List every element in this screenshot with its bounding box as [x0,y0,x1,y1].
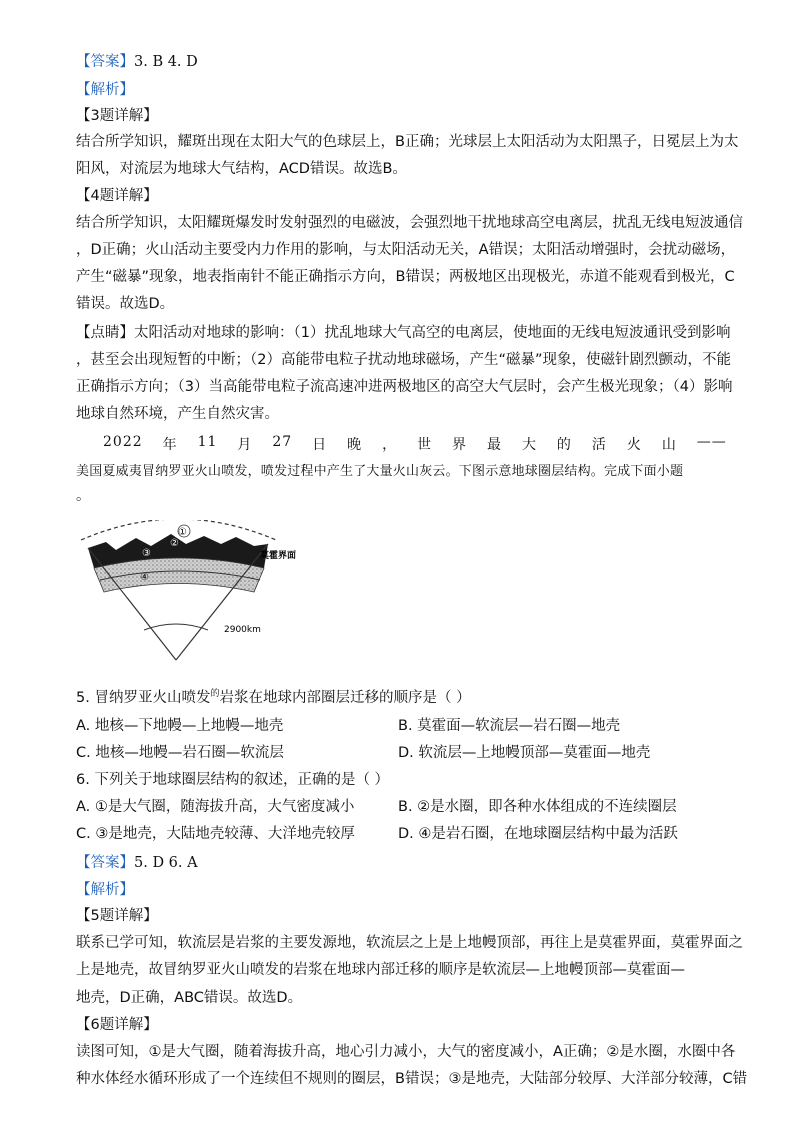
answer-tag-2: 【答案】 [76,855,134,871]
q5-option-b: B. 莫霍面—软流层—岩石圈—地壳 [398,718,621,734]
core-arc [144,624,208,630]
intro-word: 火 [626,437,642,453]
q6-option-c: C. ③是地壳，大陆地壳较薄、大洋地壳较厚 [76,826,355,842]
intro-word: 27 [272,434,293,450]
q5-line: 联系已学可知，软流层是岩浆的主要发源地，软流层之上是上地幔顶部，再往上是莫霍界面，莫霍界面之 [76,935,743,951]
answer-line-1 [76,52,198,72]
intro-line-2: 美国夏威夷冒纳罗亚火山喷发，喷发过程中产生了大量火山灰云。下图示意地球圈层结构。完成下面小题 [76,464,684,479]
intro-word: 山 [661,437,677,453]
label-1: ① [178,527,187,538]
tip-tag: 【点睛】 [76,325,134,341]
intro-line-1 [103,434,727,454]
intro-line-3: 。 [76,488,91,504]
depth-label: 2900km [224,625,261,635]
intro-word: 年 [162,437,178,453]
q5-line: 地壳，D正确，ABC错误。故选D。 [76,990,303,1006]
q6-line: 种水体经水循环形成了一个连续但不规则的圈层，B错误；③是地壳，大陆部分较厚、大洋部分较薄，C错 [76,1071,748,1087]
q6-option-b: B. ②是水圈，即各种水体组成的不连续圈层 [398,799,677,815]
tip-line: ，甚至会出现短暂的中断；（2）高能带电粒子扰动地球磁场，产生“磁暴”现象，使磁针剧烈颤动，不能 [76,352,731,368]
q3-line: 结合所学知识，耀斑出现在太阳大气的色球层上，B正确；光球层上太阳活动为太阳黑子，日冕层上为太 [76,134,739,150]
q5-stem-sup: 的 [210,689,220,699]
q6-line: 读图可知，①是大气圈，随着海拔升高，地心引力减小，大气的密度减小，A正确；②是水圈，水圈中各 [76,1044,736,1060]
intro-word: 的 [556,437,572,453]
q6-option-d: D. ④是岩石圈，在地球圈层结构中最为活跃 [398,826,678,842]
tip-line: 地球自然环境，产生自然灾害。 [76,406,279,422]
q6-tag: 【6题详解】 [76,1017,158,1033]
intro-word: 大 [521,437,537,453]
analysis-tag: 【解析】 [76,82,134,98]
q4-line: 错误。故选D。 [76,296,175,312]
answer-tag: 【答案】 [76,54,134,70]
intro-word: 活 [591,437,607,453]
label-4: ④ [140,572,149,583]
mantle-band [94,558,264,592]
q4-line: 产生“磁暴”现象，地表指南针不能正确指示方向，B错误；两极地区出现极光，赤道不能观看到极光，C [76,269,735,285]
q5-stem-b: 岩浆在地球内部圈层迁移的顺序是（ ） [219,690,471,706]
earth-layers-figure [76,520,336,670]
intro-word: 2022 [103,434,143,450]
q3-line: 阳风，对流层为地球大气结构，ACD错误。故选B。 [76,161,407,177]
q4-tag: 【4题详解】 [76,188,158,204]
q5-stem-a: 5. 冒纳罗亚火山喷发 [76,690,211,706]
tip-line: 正确指示方向；（3）当高能带电粒子流高速冲进两极地区的高空大气层时，会产生极光现象；（4）影响 [76,379,733,395]
intro-word: 晚 [347,437,363,453]
answer-text-2: 5. D 6. A [134,855,198,871]
label-3: ③ [142,548,151,559]
q5-option-c: C. 地核—地幔—岩石圈—软流层 [76,745,284,761]
q5-option-d: D. 软流层—上地幔顶部—莫霍面—地壳 [398,745,651,761]
intro-word: 界 [452,437,468,453]
intro-word: ， [382,437,398,453]
q5-line: 上是地壳，故冒纳罗亚火山喷发的岩浆在地球内部迁移的顺序是软流层—上地幔顶部—莫霍面— [76,962,685,978]
intro-word: 月 [237,437,253,453]
intro-word: 最 [486,437,502,453]
q5-option-a: A. 地核—下地幔—上地幔—地壳 [76,718,284,734]
answer-text: 3. B 4. D [134,54,198,70]
q5-tag: 【5题详解】 [76,908,158,924]
q6-option-a: A. ①是大气圈，随海拔升高，大气密度减小 [76,799,355,815]
q4-line: 结合所学知识，太阳耀斑爆发时发射强烈的电磁波，会强烈地干扰地球高空电离层，扰乱无线电短波通信 [76,215,743,231]
q4-line: ，D正确；火山活动主要受内力作用的影响，与太阳活动无关，A错误；太阳活动增强时，会扰动磁场， [76,242,736,258]
answer-line-2 [76,853,198,873]
intro-word: 世 [417,437,433,453]
q6-stem: 6. 下列关于地球圈层结构的叙述，正确的是（ ） [76,772,390,788]
intro-word: 日 [312,437,328,453]
tip-line-1 [76,323,730,343]
tip-text: 太阳活动对地球的影响：（1）扰乱地球大气高空的电离层，使地面的无线电短波通讯受到影响 [134,325,731,341]
intro-word: 11 [197,434,218,450]
intro-word: —— [696,434,727,450]
label-2: ② [170,538,179,549]
q5-stem [76,688,471,710]
q3-tag: 【3题详解】 [76,108,158,124]
moho-label: 莫霍界面 [260,551,297,561]
analysis-tag-2: 【解析】 [76,882,134,898]
